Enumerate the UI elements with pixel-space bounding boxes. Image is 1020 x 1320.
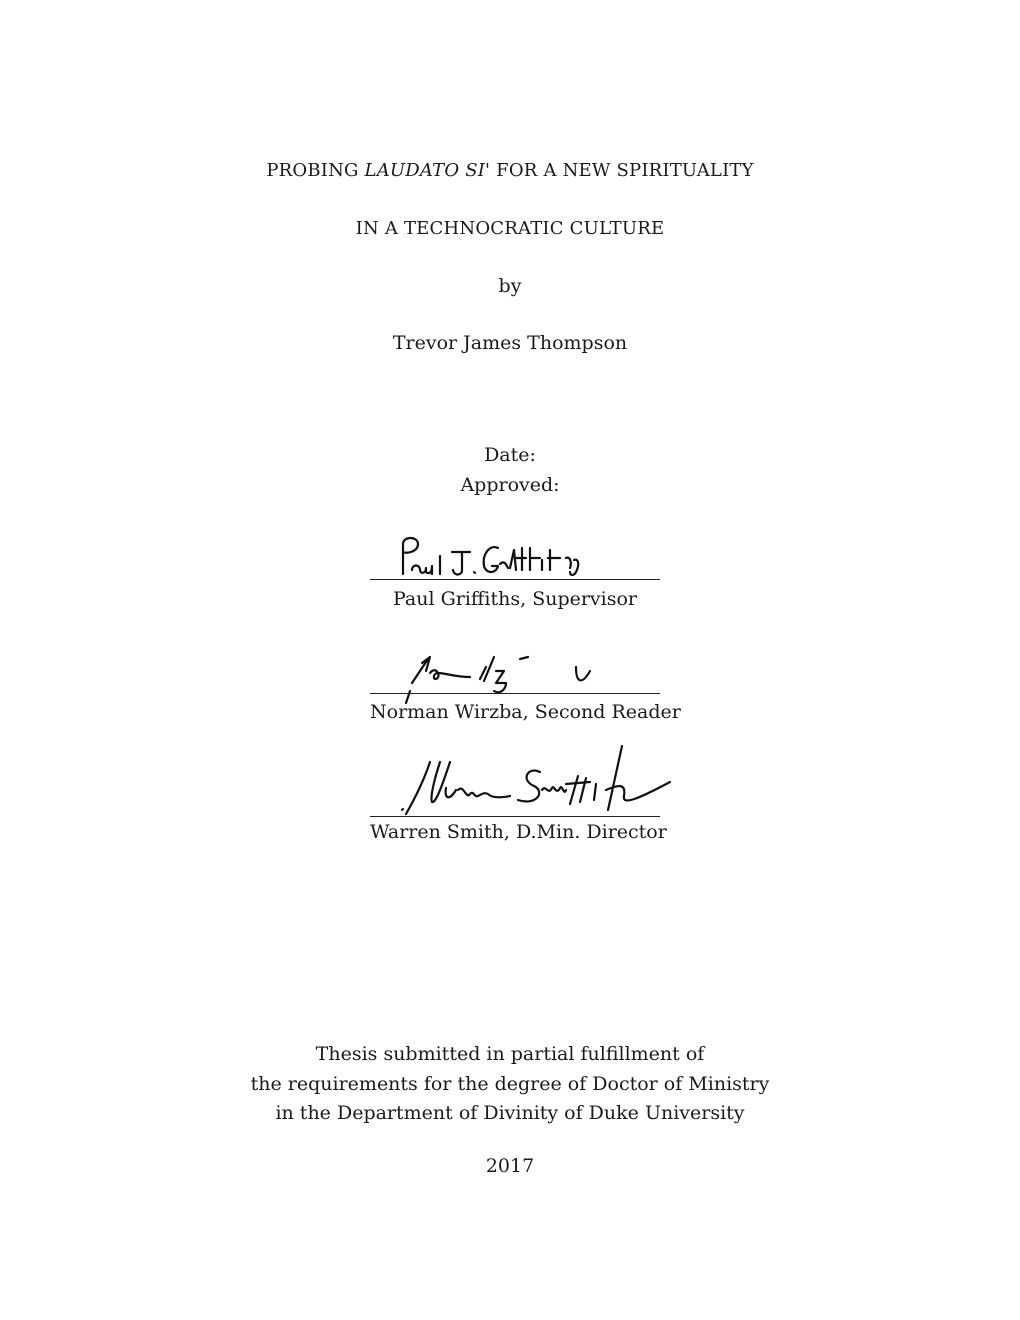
title-line-2: IN A TECHNOCRATIC CULTURE bbox=[355, 218, 665, 239]
statement-line-2: the requirements for the degree of Doctor of Ministry bbox=[250, 1073, 770, 1095]
signature-caption-second-reader: Norman Wirzba, Second Reader bbox=[370, 701, 681, 723]
signature-griffiths bbox=[370, 530, 660, 582]
date-label: Date: bbox=[484, 444, 536, 466]
signature-line-second-reader bbox=[370, 693, 660, 694]
signature-caption-director: Warren Smith, D.Min. Director bbox=[370, 821, 667, 843]
approved-label: Approved: bbox=[460, 474, 560, 496]
title-line-1 bbox=[0, 160, 1020, 181]
title-prefix: PROBING bbox=[266, 160, 365, 181]
statement-line-3: in the Department of Divinity of Duke University bbox=[275, 1102, 745, 1124]
signature-smith bbox=[370, 740, 660, 820]
title-suffix: FOR A NEW SPIRITUALITY bbox=[490, 160, 754, 181]
signature-wirzba bbox=[370, 643, 660, 695]
title-italic: LAUDATO SI' bbox=[364, 160, 491, 181]
author-name: Trevor James Thompson bbox=[392, 332, 628, 354]
signature-line-director bbox=[370, 816, 660, 817]
statement-line-1: Thesis submitted in partial fulfillment of bbox=[315, 1043, 705, 1065]
signature-line-supervisor bbox=[370, 579, 660, 580]
signature-caption-supervisor: Paul Griffiths, Supervisor bbox=[392, 588, 638, 610]
by-text: by bbox=[498, 275, 522, 297]
year: 2017 bbox=[485, 1155, 535, 1177]
